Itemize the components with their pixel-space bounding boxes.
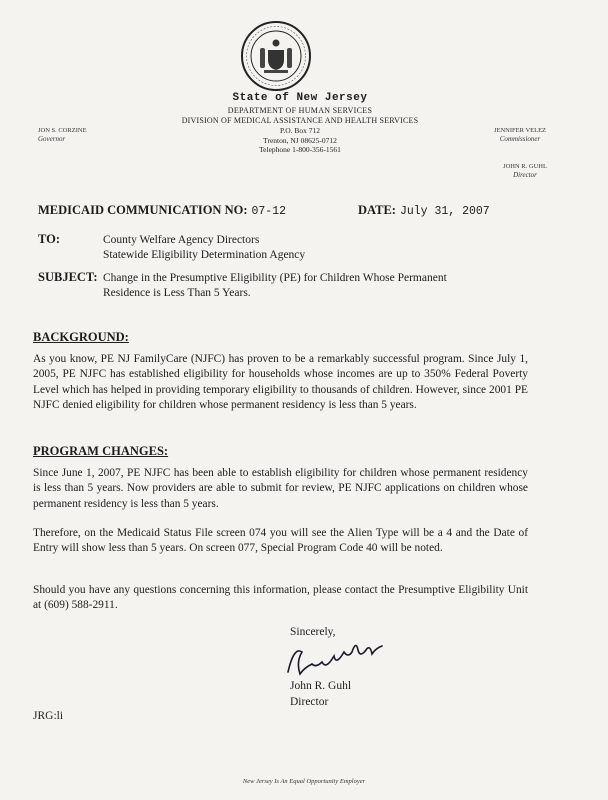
- state-seal-icon: [240, 20, 312, 92]
- department-name: DEPARTMENT OF HUMAN SERVICES: [227, 106, 373, 115]
- footer-text: New Jersey Is An Equal Opportunity Employer: [242, 778, 366, 785]
- to-recipients: [103, 233, 305, 263]
- typist-initials: JRG:li: [33, 710, 64, 722]
- date-line: [358, 203, 490, 218]
- salutation: Sincerely,: [290, 626, 336, 638]
- background-paragraph: As you know, PE NJ FamilyCare (NJFC) has proven to be a remarkably successful program. Since July 1, 2005, PE NJFC has established eligibility for households whose incomes are up to 350% Federal Poverty Level which has helped in providing temporary eligibility to thousands of children. However, since 2001 PE NJFC denied eligibility for children whose permanent residency is less than 5 years.: [33, 353, 528, 412]
- subject-label: SUBJECT:: [38, 270, 98, 284]
- to-line-2: Statewide Eligibility Determination Agency: [103, 249, 306, 261]
- governor-name: JON S. CORZINE: [38, 127, 87, 134]
- division-name: DIVISION OF MEDICAL ASSISTANCE AND HEALTH SERVICES: [181, 116, 419, 125]
- commissioner-title: Commissioner: [499, 135, 541, 143]
- background-heading: BACKGROUND:: [33, 330, 129, 344]
- program-changes-heading: PROGRAM CHANGES:: [33, 444, 169, 458]
- date-value: July 31, 2007: [399, 205, 490, 218]
- signer-block: [290, 678, 351, 710]
- communication-number-line: [38, 203, 286, 218]
- commissioner-name: JENNIFER VELEZ: [493, 127, 547, 134]
- communication-label: MEDICAID COMMUNICATION NO:: [38, 203, 248, 217]
- po-box: P.O. Box 712: [279, 126, 320, 135]
- signer-title: Director: [290, 696, 329, 708]
- program-changes-paragraph-2: Therefore, on the Medicaid Status File screen 074 you will see the Alien Type will be a 4 and the Date of Entry will show less than 5 years. On screen 077, Special Program Code 40 will be noted.: [33, 527, 528, 555]
- commissioner-block: [470, 126, 570, 144]
- city: Trenton, NJ 08625-0712: [263, 135, 337, 145]
- program-changes-paragraph-1: Since June 1, 2007, PE NJFC has been able to establish eligibility for children whose permanent residency is less than 5 years. Now providers are able to submit for review, PE NJFC applications on children whose permanent residency is less than 5 years.: [33, 467, 528, 510]
- address-block: [130, 126, 470, 155]
- to-label: TO:: [38, 232, 60, 246]
- program-changes-paragraph-3: Should you have any questions concerning this information, please contact the Presumptive Eligibility Unit at (609) 588-2911.: [33, 584, 528, 612]
- subject-line-1: Change in the Presumptive Eligibility (PE) for Children Whose Permanent: [103, 272, 447, 284]
- director-block: [480, 162, 570, 180]
- to-line-1: County Welfare Agency Directors: [103, 234, 260, 246]
- telephone: Telephone 1-800-356-1561: [259, 145, 341, 154]
- communication-number: 07-12: [251, 205, 286, 218]
- state-name: State of New Jersey: [232, 92, 368, 104]
- signer-name: John R. Guhl: [290, 680, 352, 692]
- director-title: Director: [513, 171, 537, 179]
- date-label: DATE:: [358, 203, 396, 217]
- governor-title: Governor: [38, 135, 66, 143]
- director-name: JOHN R. GUHL: [503, 163, 547, 170]
- subject-text: [103, 271, 447, 301]
- governor-block: [38, 126, 87, 144]
- subject-line-2: Residence is Less Than 5 Years.: [103, 287, 251, 299]
- signature-icon: [280, 642, 400, 682]
